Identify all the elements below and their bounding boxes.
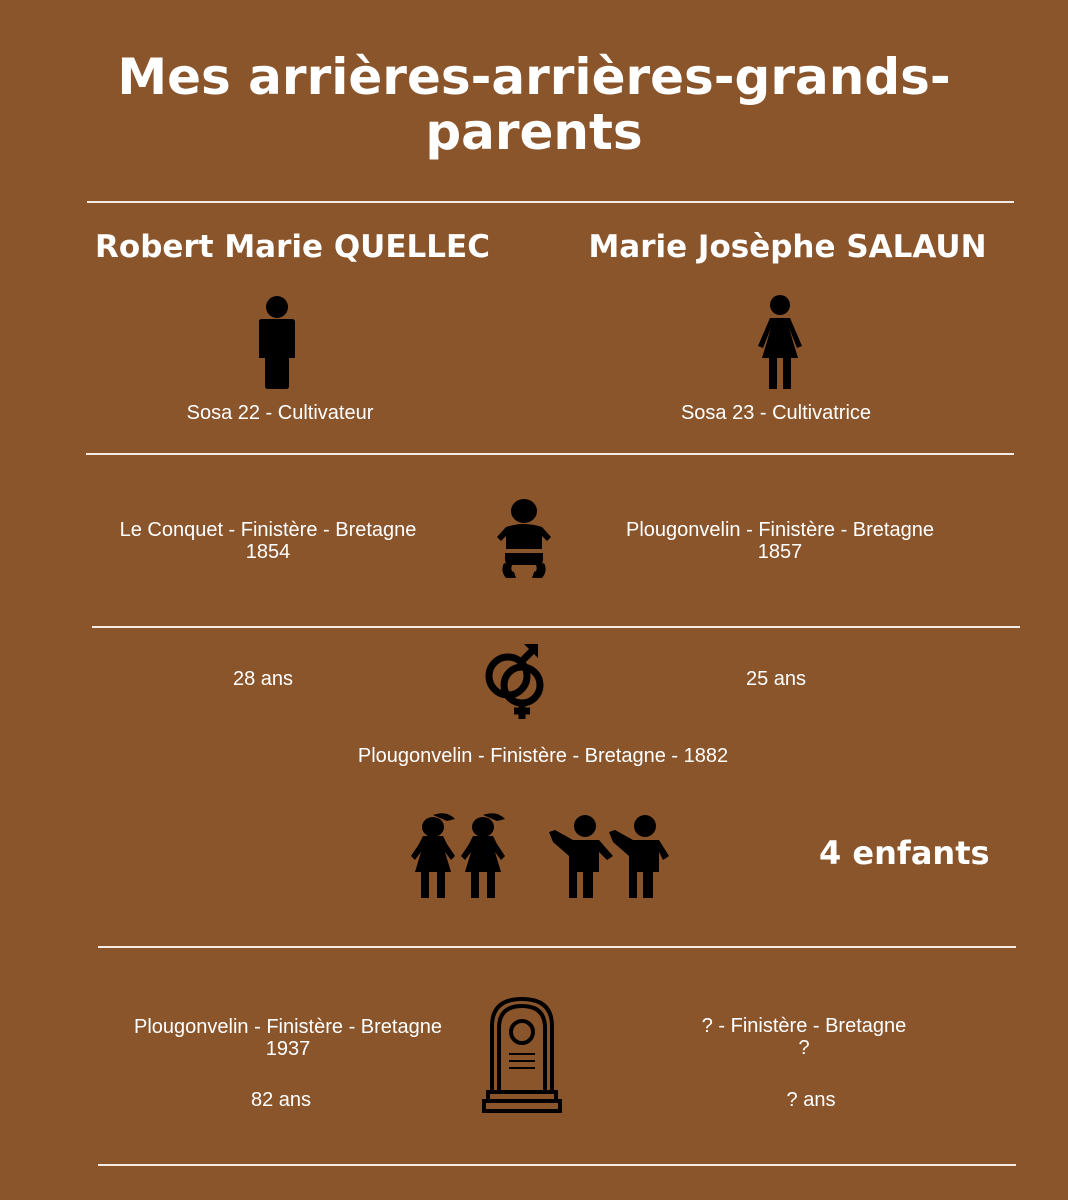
husband-birth-place: Le Conquet - Finistère - Bretagne	[119, 519, 417, 541]
children-icon	[403, 810, 671, 902]
gravestone-icon	[482, 996, 562, 1114]
divider	[87, 201, 1014, 203]
husband-death-age: 82 ans	[250, 1089, 312, 1111]
wife-death-age: ? ans	[786, 1089, 836, 1111]
wife-name: Marie Josèphe SALAUN	[588, 229, 987, 265]
husband-death-place: Plougonvelin - Finistère - Bretagne	[134, 1016, 442, 1038]
divider	[98, 946, 1016, 948]
marriage-place: Plougonvelin - Finistère - Bretagne - 1882	[357, 745, 729, 767]
title-line-2: parents	[425, 103, 643, 161]
wife-birth-place: Plougonvelin - Finistère - Bretagne	[626, 519, 934, 541]
title-line-1: Mes arrières-arrières-grands-	[117, 48, 951, 106]
wife-death-place: ? - Finistère - Bretagne	[701, 1015, 907, 1037]
interlocked-gender-symbols-icon	[482, 642, 562, 722]
husband-birth	[68, 519, 468, 563]
wife-birth-year: 1857	[757, 541, 803, 563]
wife-birth	[580, 519, 980, 563]
baby-icon	[496, 499, 552, 581]
husband-marriage-age: 28 ans	[232, 668, 294, 690]
page-title	[0, 50, 1068, 160]
wife-death-year: ?	[798, 1037, 810, 1059]
husband-death-year: 1937	[265, 1038, 311, 1060]
wife-marriage-age: 25 ans	[745, 668, 807, 690]
husband-name: Robert Marie QUELLEC	[95, 229, 490, 265]
children-count: 4 enfants	[819, 834, 990, 872]
male-silhouette-icon	[253, 296, 301, 390]
divider	[92, 626, 1020, 628]
husband-birth-year: 1854	[245, 541, 291, 563]
husband-role: Sosa 22 - Cultivateur	[186, 402, 374, 424]
husband-death	[88, 1016, 488, 1060]
divider	[98, 1164, 1016, 1166]
wife-death	[604, 1015, 1004, 1059]
female-silhouette-icon	[752, 294, 808, 390]
divider	[86, 453, 1014, 455]
wife-role: Sosa 23 - Cultivatrice	[680, 402, 872, 424]
